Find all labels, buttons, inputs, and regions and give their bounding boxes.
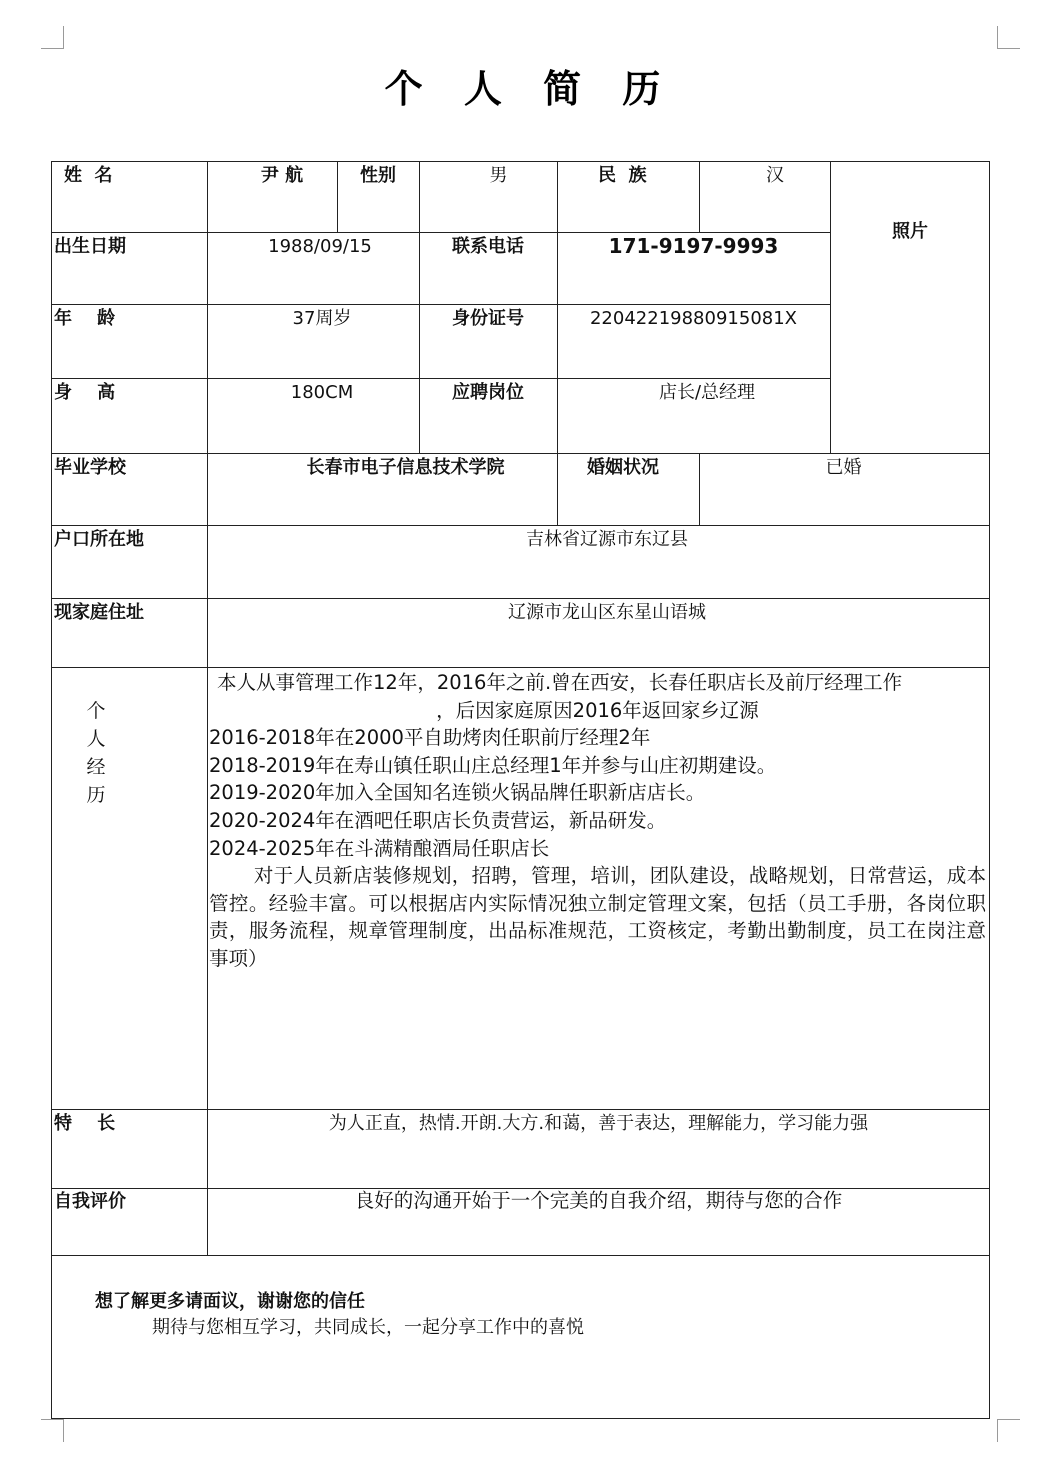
column-divider	[419, 161, 420, 453]
ethnicity-value: 汉	[766, 165, 784, 186]
self-eval-value: 良好的沟通开始于一个完美的自我介绍，期待与您的合作	[354, 1189, 843, 1212]
experience-content	[209, 669, 986, 973]
experience-paragraph: 对于人员新店装修规划，招聘，管理，培训，团队建设，战略规划，日常营运，成本管控。经验丰富。可以根据店内实际情况独立制定管理文案，包括（员工手册，各岗位职责，服务流程，规章管理制度，出品标准规范，工资核定，考勤出勤制度，员工在岗注意事项）	[209, 864, 986, 970]
id-card-label: 身份证号	[452, 308, 524, 329]
experience-line: 2016-2018年在2000平自助烤肉任职前厅经理2年	[209, 726, 651, 750]
experience-line: ，后因家庭原因2016年返回家乡辽源	[436, 698, 759, 722]
experience-line: 本人从事管理工作12年，2016年之前.曾在西安，长春任职店长及前厅经理工作	[217, 671, 903, 694]
row-divider	[51, 525, 990, 526]
closing-line-2: 期待与您相互学习，共同成长，一起分享工作中的喜悦	[152, 1317, 584, 1338]
ethnicity-label: 民 族	[598, 165, 647, 186]
experience-label-char: 经	[86, 756, 106, 778]
closing-line-1: 想了解更多请面议，谢谢您的信任	[95, 1291, 365, 1312]
column-divider	[699, 453, 700, 525]
name-value: 尹 航	[260, 165, 304, 186]
school-label: 毕业学校	[54, 457, 126, 478]
row-divider	[51, 453, 990, 454]
age-value: 37周岁	[292, 308, 352, 329]
skills-value: 为人正直，热情.开朗.大方.和蔼，善于表达，理解能力，学习能力强	[328, 1113, 869, 1134]
school-value: 长春市电子信息技术学院	[306, 457, 505, 478]
phone-label: 联系电话	[452, 236, 524, 257]
hukou-value: 吉林省辽源市东辽县	[526, 529, 688, 550]
gender-value: 男	[489, 165, 508, 186]
experience-label-char: 人	[86, 728, 106, 750]
hukou-label: 户口所在地	[54, 529, 144, 550]
experience-line: 2018-2019年在寿山镇任职山庄总经理1年并参与山庄初期建设。	[209, 753, 777, 777]
experience-line: 2024-2025年在斗满精酿酒局任职店长	[209, 836, 550, 860]
age-label: 年 龄	[54, 308, 116, 329]
row-divider	[51, 1255, 990, 1256]
column-divider	[699, 161, 700, 232]
id-card-value: 22042219880915081X	[589, 308, 798, 329]
skills-label: 特 长	[54, 1113, 116, 1134]
address-value: 辽源市龙山区东星山语城	[508, 602, 706, 623]
height-label: 身 高	[54, 382, 116, 403]
crop-mark-top-left	[41, 26, 64, 49]
marital-label: 婚姻状况	[587, 457, 659, 478]
row-divider	[51, 304, 830, 305]
height-value: 180CM	[290, 382, 354, 403]
row-divider	[51, 232, 830, 233]
experience-label	[86, 697, 106, 809]
birth-label: 出生日期	[54, 236, 126, 257]
page-title: 个 人 简 历	[384, 67, 675, 111]
birth-value: 1988/09/15	[268, 236, 372, 257]
crop-mark-bottom-left	[41, 1419, 64, 1442]
row-divider	[51, 378, 830, 379]
experience-line: 2020-2024年在酒吧任职店长负责营运，新品研发。	[209, 808, 667, 832]
row-divider	[51, 1109, 990, 1110]
photo-placeholder: 照片	[892, 221, 928, 242]
position-label: 应聘岗位	[452, 382, 524, 403]
row-divider	[51, 667, 990, 668]
experience-label-char: 历	[86, 784, 106, 806]
name-label: 姓 名	[64, 165, 113, 186]
gender-label: 性别	[360, 165, 396, 186]
crop-mark-bottom-right	[997, 1419, 1020, 1442]
row-divider	[51, 598, 990, 599]
experience-line: 2019-2020年加入全国知名连锁火锅品牌任职新店店长。	[209, 781, 706, 805]
marital-value: 已婚	[825, 457, 862, 478]
self-eval-label: 自我评价	[54, 1191, 126, 1212]
phone-value: 171-9197-9993	[608, 234, 779, 258]
address-label: 现家庭住址	[54, 602, 144, 623]
position-value: 店长/总经理	[658, 382, 756, 403]
experience-label-char: 个	[86, 700, 106, 722]
column-divider	[830, 161, 831, 453]
crop-mark-top-right	[997, 26, 1020, 49]
